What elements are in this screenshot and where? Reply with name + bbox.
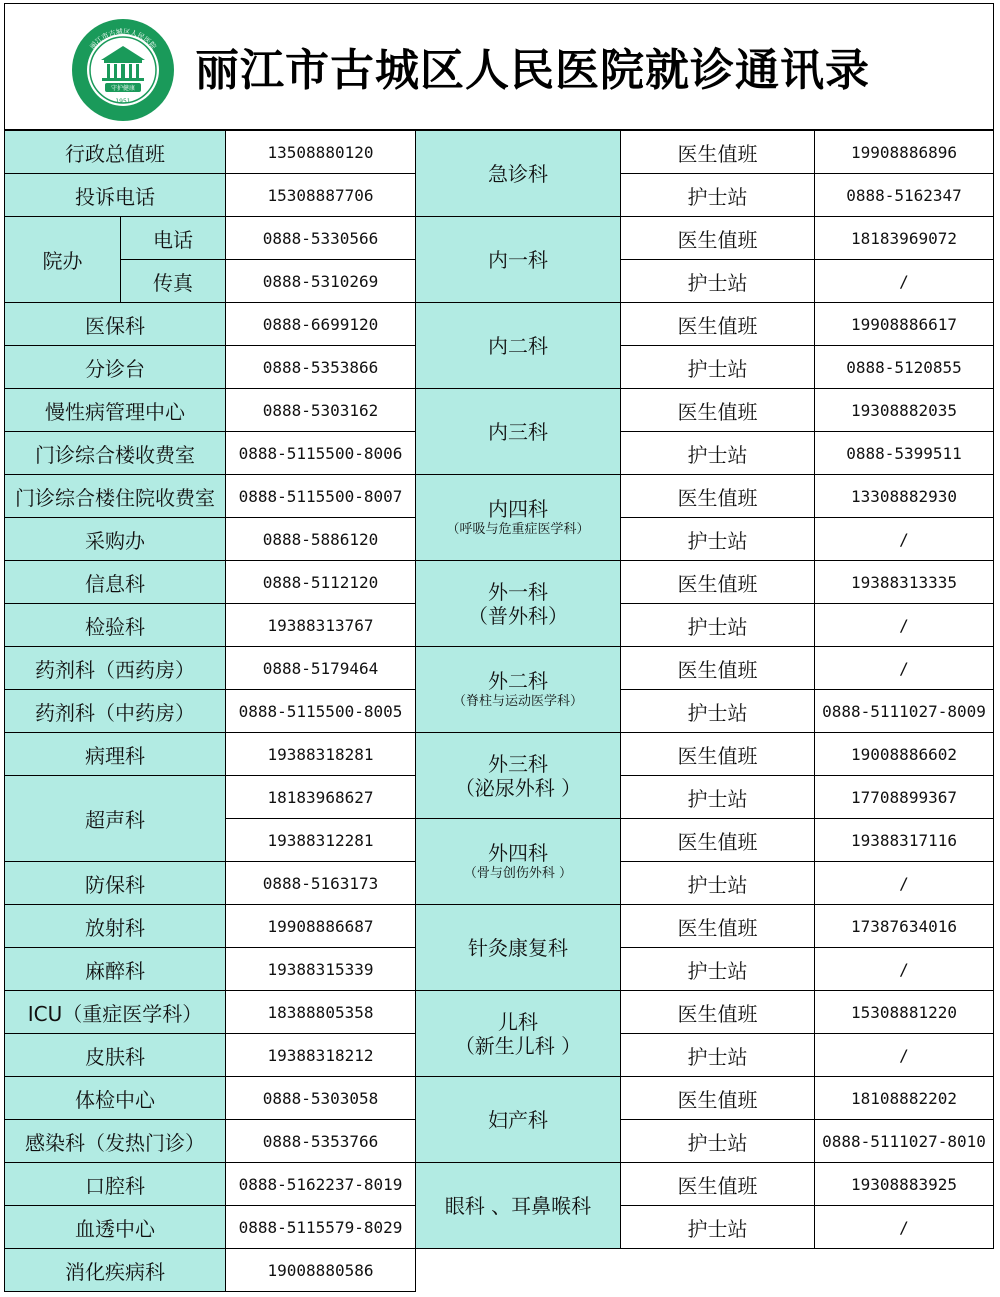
dept-label: 门诊综合楼住院收费室 <box>4 474 226 518</box>
dept-label: 麻醉科 <box>4 947 226 991</box>
department-name <box>415 216 621 303</box>
dept-label: 行政总值班 <box>4 130 226 174</box>
phone-number: 19008886602 <box>814 732 994 776</box>
phone-number: / <box>814 603 994 647</box>
phone-number: 18183968627 <box>225 775 416 819</box>
department-title: 内三科 <box>488 419 548 444</box>
logo-arc-text: 丽江市古城区人民医院 <box>88 27 158 51</box>
phone-number: 19388318212 <box>225 1033 416 1077</box>
department-name <box>415 560 621 647</box>
department-title: 外二科 <box>488 668 548 693</box>
phone-number: 0888-6699120 <box>225 302 416 346</box>
department-subtitle: （泌尿外科 ） <box>454 775 582 800</box>
phone-number: 19908886617 <box>814 302 994 346</box>
department-name <box>415 388 621 475</box>
phone-number: 19388318281 <box>225 732 416 776</box>
department-title: 儿科 <box>498 1009 538 1034</box>
duty-label: 医生值班 <box>620 130 815 174</box>
phone-number: 19008880586 <box>225 1248 416 1292</box>
duty-label: 护士站 <box>620 345 815 389</box>
phone-number: 0888-5120855 <box>814 345 994 389</box>
duty-label: 护士站 <box>620 689 815 733</box>
phone-number: 19908886687 <box>225 904 416 948</box>
phone-number: / <box>814 861 994 905</box>
department-subtitle: （新生儿科 ） <box>454 1033 582 1058</box>
phone-number: 0888-5115500-8005 <box>225 689 416 733</box>
duty-label: 医生值班 <box>620 732 815 776</box>
phone-number: 18183969072 <box>814 216 994 260</box>
phone-number: 0888-5163173 <box>225 861 416 905</box>
phone-number: 0888-5886120 <box>225 517 416 561</box>
department-subtitle: （脊柱与运动医学科） <box>452 693 583 709</box>
sub-label: 电话 <box>120 216 226 260</box>
duty-label: 医生值班 <box>620 560 815 604</box>
duty-label: 医生值班 <box>620 302 815 346</box>
duty-label: 护士站 <box>620 1033 815 1077</box>
dept-label: 体检中心 <box>4 1076 226 1120</box>
department-title: 内一科 <box>488 247 548 272</box>
phone-number: 0888-5353866 <box>225 345 416 389</box>
department-name <box>415 1162 621 1249</box>
department-name <box>415 474 621 561</box>
dept-label: 口腔科 <box>4 1162 226 1206</box>
dept-label: 医保科 <box>4 302 226 346</box>
phone-number: / <box>814 259 994 303</box>
dept-label: 院办 <box>4 216 121 303</box>
phone-number: 15308887706 <box>225 173 416 217</box>
duty-label: 护士站 <box>620 431 815 475</box>
department-title: 外一科 <box>488 579 548 604</box>
department-name <box>415 904 621 991</box>
duty-label: 医生值班 <box>620 474 815 518</box>
phone-number: 19388313767 <box>225 603 416 647</box>
phone-number: 13508880120 <box>225 130 416 174</box>
duty-label: 医生值班 <box>620 818 815 862</box>
phone-number: 18388805358 <box>225 990 416 1034</box>
phone-number: 19908886896 <box>814 130 994 174</box>
department-title: 外四科 <box>488 840 548 865</box>
department-subtitle: （呼吸与危重症医学科） <box>446 521 590 537</box>
dept-label: ICU（重症医学科） <box>4 990 226 1034</box>
phone-number: 0888-5399511 <box>814 431 994 475</box>
page-title: 丽江市古城区人民医院就诊通讯录 <box>195 45 870 96</box>
duty-label: 护士站 <box>620 1119 815 1163</box>
phone-number: 19388317116 <box>814 818 994 862</box>
duty-label: 护士站 <box>620 947 815 991</box>
department-title: 内四科 <box>488 496 548 521</box>
duty-label: 医生值班 <box>620 646 815 690</box>
phone-number: 0888-5111027-8009 <box>814 689 994 733</box>
department-name <box>415 130 621 217</box>
phone-number: / <box>814 1033 994 1077</box>
dept-label: 信息科 <box>4 560 226 604</box>
phone-number: 0888-5112120 <box>225 560 416 604</box>
department-title: 针灸康复科 <box>468 935 568 960</box>
phone-number: 17387634016 <box>814 904 994 948</box>
duty-label: 护士站 <box>620 1205 815 1249</box>
duty-label: 医生值班 <box>620 216 815 260</box>
phone-number: 13308882930 <box>814 474 994 518</box>
duty-label: 护士站 <box>620 173 815 217</box>
dept-label: 超声科 <box>4 775 226 862</box>
sub-label: 传真 <box>120 259 226 303</box>
dept-label: 感染科（发热门诊） <box>4 1119 226 1163</box>
department-subtitle: （普外科） <box>468 603 568 628</box>
phone-number: 0888-5115500-8007 <box>225 474 416 518</box>
duty-label: 医生值班 <box>620 1162 815 1206</box>
phone-number: 19308883925 <box>814 1162 994 1206</box>
phone-number: 0888-5303058 <box>225 1076 416 1120</box>
duty-label: 护士站 <box>620 259 815 303</box>
duty-label: 护士站 <box>620 517 815 561</box>
directory-page <box>4 3 995 1293</box>
phone-number: 0888-5303162 <box>225 388 416 432</box>
dept-label: 检验科 <box>4 603 226 647</box>
dept-label: 分诊台 <box>4 345 226 389</box>
phone-number: 0888-5179464 <box>225 646 416 690</box>
phone-number: / <box>814 1205 994 1249</box>
duty-label: 护士站 <box>620 603 815 647</box>
duty-label: 护士站 <box>620 861 815 905</box>
phone-number: 0888-5115500-8006 <box>225 431 416 475</box>
dept-label: 防保科 <box>4 861 226 905</box>
dept-label: 血透中心 <box>4 1205 226 1249</box>
department-title: 眼科 、耳鼻喉科 <box>444 1193 592 1218</box>
phone-number: / <box>814 646 994 690</box>
phone-number: 17708899367 <box>814 775 994 819</box>
phone-number: 0888-5353766 <box>225 1119 416 1163</box>
logo-year-text: 1951 <box>115 98 131 105</box>
phone-number: / <box>814 947 994 991</box>
dept-label: 放射科 <box>4 904 226 948</box>
department-subtitle: （骨与创伤外科 ） <box>463 865 573 881</box>
phone-number: 0888-5330566 <box>225 216 416 260</box>
logo-ribbon-text: 守护健康 <box>110 85 136 92</box>
department-title: 妇产科 <box>488 1107 548 1132</box>
duty-label: 护士站 <box>620 775 815 819</box>
department-title: 内二科 <box>488 333 548 358</box>
dept-label: 采购办 <box>4 517 226 561</box>
department-name <box>415 818 621 905</box>
department-name <box>415 990 621 1077</box>
phone-number: 0888-5310269 <box>225 259 416 303</box>
duty-label: 医生值班 <box>620 904 815 948</box>
department-name <box>415 732 621 819</box>
phone-number: 18108882202 <box>814 1076 994 1120</box>
dept-label: 投诉电话 <box>4 173 226 217</box>
department-name <box>415 646 621 733</box>
header <box>4 3 994 130</box>
phone-number: 19308882035 <box>814 388 994 432</box>
dept-label: 门诊综合楼收费室 <box>4 431 226 475</box>
duty-label: 医生值班 <box>620 388 815 432</box>
dept-label: 药剂科（西药房） <box>4 646 226 690</box>
phone-number: 0888-5111027-8010 <box>814 1119 994 1163</box>
phone-number: 19388313335 <box>814 560 994 604</box>
phone-number: 19388315339 <box>225 947 416 991</box>
phone-number: 19388312281 <box>225 818 416 862</box>
dept-label: 病理科 <box>4 732 226 776</box>
dept-label: 慢性病管理中心 <box>4 388 226 432</box>
duty-label: 医生值班 <box>620 1076 815 1120</box>
phone-number: 0888-5115579-8029 <box>225 1205 416 1249</box>
phone-number: 0888-5162347 <box>814 173 994 217</box>
phone-number: 0888-5162237-8019 <box>225 1162 416 1206</box>
department-title: 急诊科 <box>488 161 548 186</box>
department-name <box>415 1076 621 1163</box>
phone-number: 15308881220 <box>814 990 994 1034</box>
hospital-logo <box>71 18 175 122</box>
department-title: 外三科 <box>488 751 548 776</box>
dept-label: 消化疾病科 <box>4 1248 226 1292</box>
duty-label: 医生值班 <box>620 990 815 1034</box>
phone-number: / <box>814 517 994 561</box>
department-name <box>415 302 621 389</box>
dept-label: 皮肤科 <box>4 1033 226 1077</box>
dept-label: 药剂科（中药房） <box>4 689 226 733</box>
